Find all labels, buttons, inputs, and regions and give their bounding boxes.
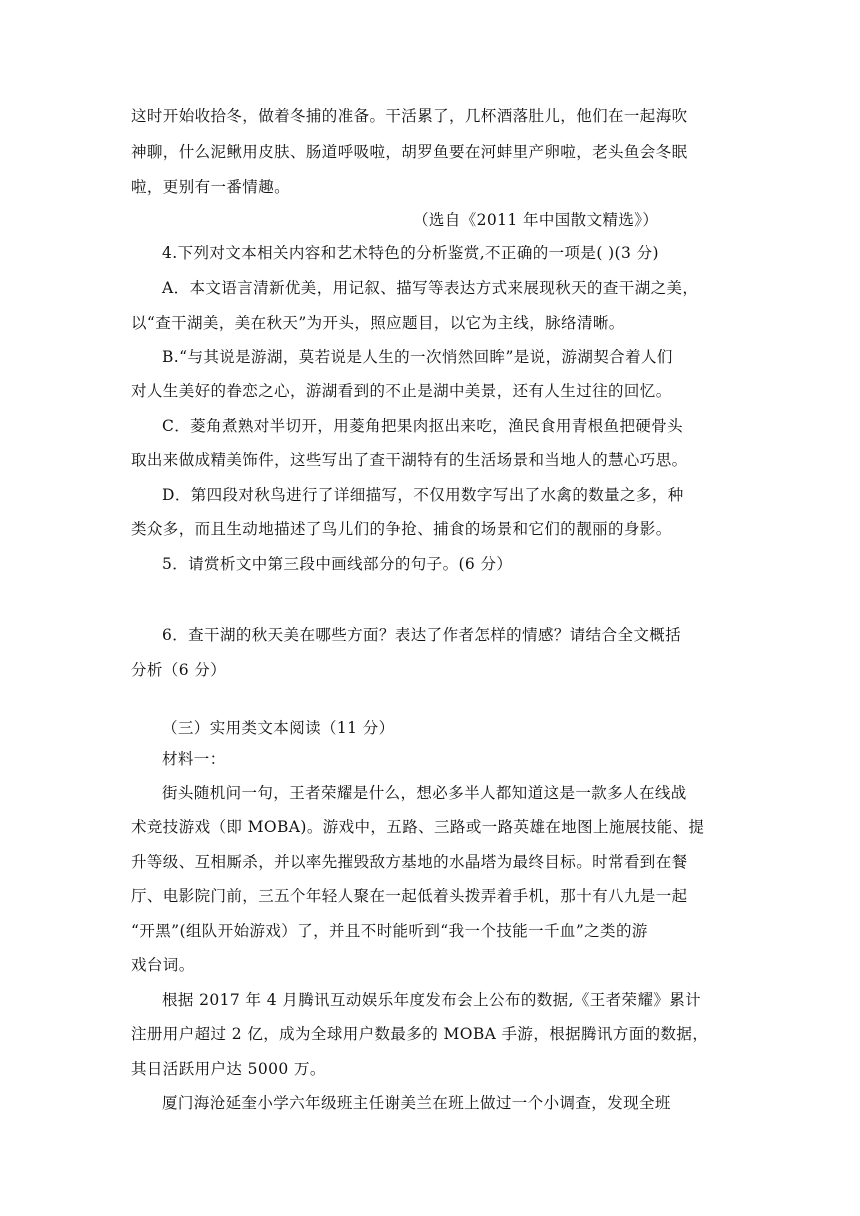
- option-c: C．菱角煮熟对半切开，用菱角把果肉抠出来吃，渔民食用青根鱼把硬骨头: [162, 417, 684, 435]
- option-a: A．本文语言清新优美，用记叙、描写等表达方式来展现秋天的查干湖之美，: [162, 279, 699, 297]
- option-d: 类众多，而且生动地描述了鸟儿们的争抢、捕食的场景和它们的靓丽的身影。: [131, 520, 672, 538]
- question-4: 4.下列对文本相关内容和艺术特色的分析鉴赏,不正确的一项是( )(3 分): [162, 244, 659, 262]
- source-citation: （选自《2011 年中国散文精选》）: [413, 211, 659, 229]
- body-paragraph: 注册用户超过 2 亿，成为全球用户数最多的 MOBA 手游，根据腾讯方面的数据，: [131, 1025, 709, 1043]
- option-b: B.“与其说是游湖，莫若说是人生的一次悄然回眸”是说，游湖契合着人们: [162, 348, 673, 366]
- question-5: 5．请赏析文中第三段中画线部分的句子。(6 分）: [162, 555, 513, 573]
- text-line: 这时开始收拾冬，做着冬捕的准备。干活累了，几杯酒落肚儿，他们在一起海吹: [131, 107, 688, 125]
- body-paragraph: 厅、电影院门前，三五个年轻人聚在一起低着头拨弄着手机，那十有八九是一起: [131, 887, 688, 905]
- body-paragraph: 升等级、互相厮杀，并以率先摧毁敌方基地的水晶塔为最终目标。时常看到在餐: [131, 853, 688, 871]
- body-paragraph: “开黑”(组队开始游戏）了，并且不时能听到“我一个技能一千血”之类的游: [131, 922, 648, 940]
- body-paragraph: 厦门海沧延奎小学六年级班主任谢美兰在班上做过一个小调查，发现全班: [162, 1094, 671, 1112]
- question-6: 6．查干湖的秋天美在哪些方面？表达了作者怎样的情感？请结合全文概括: [162, 626, 682, 644]
- body-paragraph: 其日活跃用户达 5000 万。: [131, 1060, 326, 1078]
- body-paragraph: 根据 2017 年 4 月腾讯互动娱乐年度发布会上公布的数据,《王者荣耀》累计: [162, 991, 702, 1009]
- option-c: 取出来做成精美饰件，这些写出了查干湖特有的生活场景和当地人的慧心巧思。: [131, 451, 688, 469]
- body-paragraph: 术竞技游戏（即 MOBA)。游戏中，五路、三路或一路英雄在地图上施展技能、提: [131, 818, 705, 836]
- text-line: 神聊，什么泥鳅用皮肤、肠道呼吸啦，胡罗鱼要在河蚌里产卵啦，老头鱼会冬眠: [131, 143, 688, 161]
- body-paragraph: 街头随机问一句，王者荣耀是什么，想必多半人都知道这是一款多人在线战: [162, 784, 687, 802]
- option-a: 以“查干湖美，美在秋天”为开头，照应题目，以它为主线，脉络清晰。: [131, 314, 625, 332]
- question-6: 分析（6 分）: [131, 661, 227, 679]
- option-b: 对人生美好的眷恋之心，游湖看到的不止是湖中美景，还有人生过往的回忆。: [131, 382, 672, 400]
- material-label: 材料一：: [162, 750, 226, 768]
- option-d: D．第四段对秋鸟进行了详细描写，不仅用数字写出了水禽的数量之多，种: [162, 486, 684, 504]
- section-heading: （三）实用类文本阅读（11 分）: [162, 719, 395, 737]
- text-line: 啦，更别有一番情趣。: [131, 178, 291, 196]
- body-paragraph: 戏台词。: [131, 956, 195, 974]
